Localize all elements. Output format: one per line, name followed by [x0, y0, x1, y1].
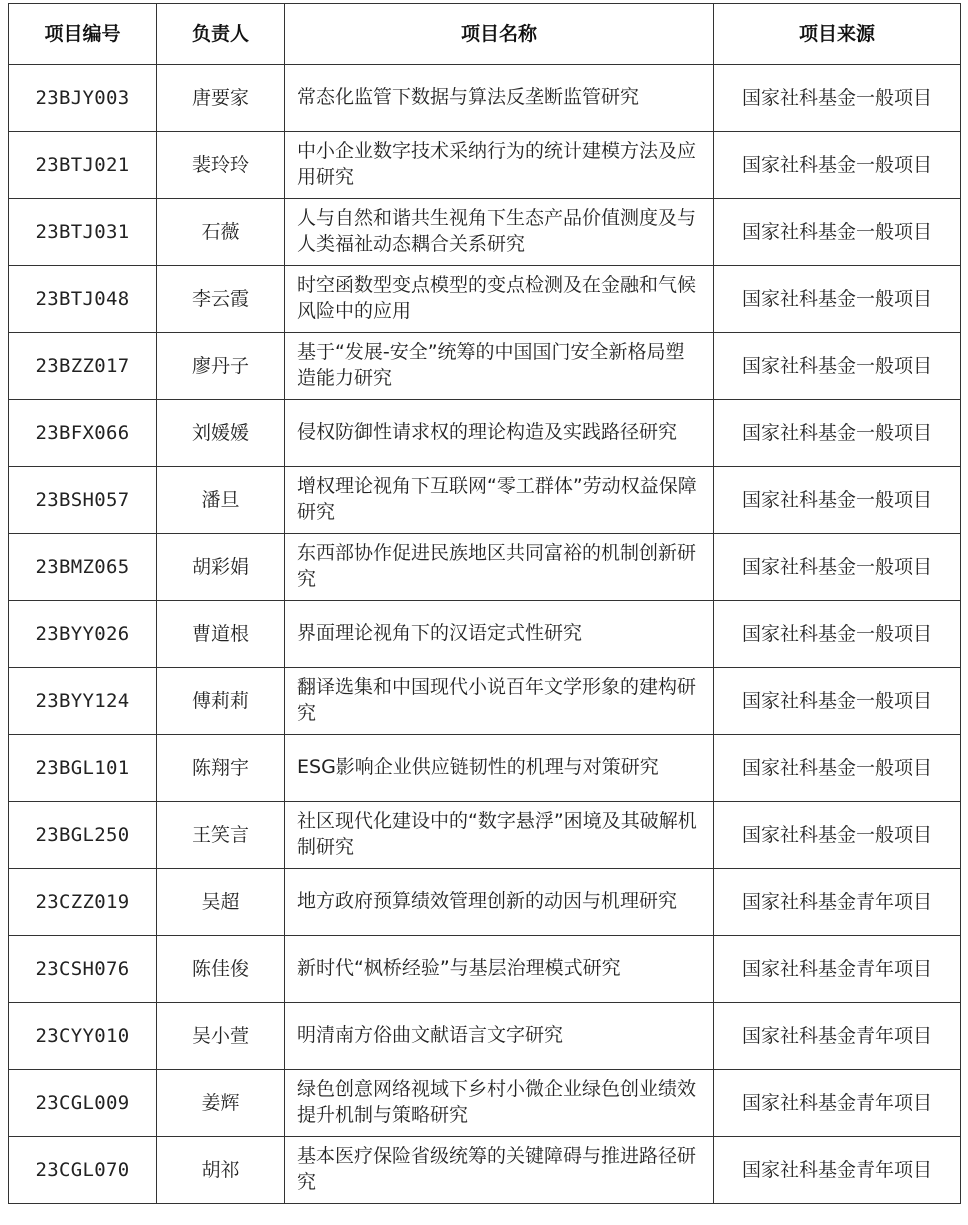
project-title-text: 常态化监管下数据与算法反垄断监管研究: [297, 86, 640, 109]
project-title-text: 侵权防御性请求权的理论构造及实践路径研究: [297, 421, 678, 444]
project-source-cell: 国家社科基金青年项目: [714, 1137, 961, 1204]
project-code-cell: 23CYY010: [9, 1003, 157, 1070]
project-code-cell: 23BGL101: [9, 735, 157, 802]
project-code-cell: 23BFX066: [9, 400, 157, 467]
leader-cell: 傅莉莉: [157, 668, 285, 735]
table-row: [9, 1070, 961, 1137]
project-title-cell: [285, 534, 714, 601]
project-title-text: 绿色创意网络视域下乡村小微企业绿色创业绩效提升机制与策略研究: [297, 1078, 697, 1126]
project-code-cell: 23BTJ031: [9, 199, 157, 266]
project-code-cell: 23BTJ021: [9, 132, 157, 199]
table-body: [9, 65, 961, 1204]
header-leader: 负责人: [157, 4, 285, 65]
project-title-text: 时空函数型变点模型的变点检测及在金融和气候风险中的应用: [297, 274, 697, 322]
project-title-cell: [285, 132, 714, 199]
project-title-text: 社区现代化建设中的“数字悬浮”困境及其破解机制研究: [297, 810, 697, 858]
project-code-cell: 23BZZ017: [9, 333, 157, 400]
table-row: [9, 735, 961, 802]
table-row: [9, 601, 961, 668]
leader-cell: 吴小萱: [157, 1003, 285, 1070]
project-title-cell: [285, 199, 714, 266]
project-title-cell: [285, 869, 714, 936]
table-row: [9, 65, 961, 132]
project-source-cell: 国家社科基金一般项目: [714, 802, 961, 869]
project-title-cell: [285, 668, 714, 735]
project-title-cell: [285, 601, 714, 668]
project-title-cell: [285, 802, 714, 869]
project-title-text: 中小企业数字技术采纳行为的统计建模方法及应用研究: [297, 140, 697, 188]
project-title-cell: [285, 266, 714, 333]
table-row: [9, 1137, 961, 1204]
leader-cell: 姜辉: [157, 1070, 285, 1137]
project-code-cell: 23CZZ019: [9, 869, 157, 936]
project-title-cell: [285, 65, 714, 132]
project-title-text: 地方政府预算绩效管理创新的动因与机理研究: [297, 890, 678, 913]
project-source-cell: 国家社科基金青年项目: [714, 1003, 961, 1070]
project-source-cell: 国家社科基金青年项目: [714, 936, 961, 1003]
project-title-text: 翻译选集和中国现代小说百年文学形象的建构研究: [297, 676, 697, 724]
leader-cell: 唐要家: [157, 65, 285, 132]
project-source-cell: 国家社科基金青年项目: [714, 869, 961, 936]
project-code-cell: 23BYY124: [9, 668, 157, 735]
project-title-text: 明清南方俗曲文献语言文字研究: [297, 1024, 564, 1047]
project-title-cell: [285, 467, 714, 534]
project-source-cell: 国家社科基金一般项目: [714, 132, 961, 199]
table-row: [9, 132, 961, 199]
project-code-cell: 23BSH057: [9, 467, 157, 534]
leader-cell: 王笑言: [157, 802, 285, 869]
project-title-cell: [285, 1137, 714, 1204]
table-row: [9, 467, 961, 534]
leader-cell: 石薇: [157, 199, 285, 266]
table-row: [9, 333, 961, 400]
project-source-cell: 国家社科基金一般项目: [714, 266, 961, 333]
header-project-code: 项目编号: [9, 4, 157, 65]
header-row: [9, 4, 961, 65]
leader-cell: 刘媛媛: [157, 400, 285, 467]
leader-cell: 吴超: [157, 869, 285, 936]
leader-cell: 陈佳俊: [157, 936, 285, 1003]
table-header: [9, 4, 961, 65]
table-row: [9, 400, 961, 467]
project-code-cell: 23CGL070: [9, 1137, 157, 1204]
leader-cell: 陈翔宇: [157, 735, 285, 802]
table-row: [9, 534, 961, 601]
table-row: [9, 1003, 961, 1070]
project-title-text: 界面理论视角下的汉语定式性研究: [297, 622, 583, 645]
table-row: [9, 668, 961, 735]
project-code-cell: 23BTJ048: [9, 266, 157, 333]
project-source-cell: 国家社科基金一般项目: [714, 534, 961, 601]
table-row: [9, 936, 961, 1003]
project-title-cell: [285, 735, 714, 802]
project-source-cell: 国家社科基金青年项目: [714, 1070, 961, 1137]
project-title-text: 增权理论视角下互联网“零工群体”劳动权益保障研究: [297, 475, 697, 523]
table-row: [9, 802, 961, 869]
leader-cell: 胡祁: [157, 1137, 285, 1204]
leader-cell: 裴玲玲: [157, 132, 285, 199]
header-project-source: 项目来源: [714, 4, 961, 65]
project-source-cell: 国家社科基金一般项目: [714, 735, 961, 802]
project-title-text: 东西部协作促进民族地区共同富裕的机制创新研究: [297, 542, 697, 590]
table-row: [9, 266, 961, 333]
table-row: [9, 869, 961, 936]
leader-cell: 李云霞: [157, 266, 285, 333]
project-title-cell: [285, 333, 714, 400]
project-title-text: 基本医疗保险省级统筹的关键障碍与推进路径研究: [297, 1145, 697, 1193]
project-source-cell: 国家社科基金一般项目: [714, 668, 961, 735]
project-source-cell: 国家社科基金一般项目: [714, 467, 961, 534]
project-source-cell: 国家社科基金一般项目: [714, 400, 961, 467]
leader-cell: 胡彩娟: [157, 534, 285, 601]
leader-cell: 廖丹子: [157, 333, 285, 400]
project-title-text: 新时代“枫桥经验”与基层治理模式研究: [297, 957, 621, 980]
project-table: [8, 3, 961, 1204]
project-source-cell: 国家社科基金一般项目: [714, 333, 961, 400]
project-source-cell: 国家社科基金一般项目: [714, 601, 961, 668]
project-code-cell: 23BYY026: [9, 601, 157, 668]
project-title-text: ESG影响企业供应链韧性的机理与对策研究: [297, 756, 659, 779]
leader-cell: 潘旦: [157, 467, 285, 534]
leader-cell: 曹道根: [157, 601, 285, 668]
project-code-cell: 23CGL009: [9, 1070, 157, 1137]
project-title-cell: [285, 1003, 714, 1070]
project-title-cell: [285, 1070, 714, 1137]
project-title-cell: [285, 400, 714, 467]
project-source-cell: 国家社科基金一般项目: [714, 65, 961, 132]
project-title-cell: [285, 936, 714, 1003]
project-title-text: 基于“发展-安全”统筹的中国国门安全新格局塑造能力研究: [297, 341, 685, 389]
table-row: [9, 199, 961, 266]
project-title-text: 人与自然和谐共生视角下生态产品价值测度及与人类福祉动态耦合关系研究: [297, 207, 697, 255]
project-code-cell: 23BMZ065: [9, 534, 157, 601]
project-source-cell: 国家社科基金一般项目: [714, 199, 961, 266]
project-code-cell: 23CSH076: [9, 936, 157, 1003]
project-code-cell: 23BGL250: [9, 802, 157, 869]
project-code-cell: 23BJY003: [9, 65, 157, 132]
header-project-title: 项目名称: [285, 4, 714, 65]
